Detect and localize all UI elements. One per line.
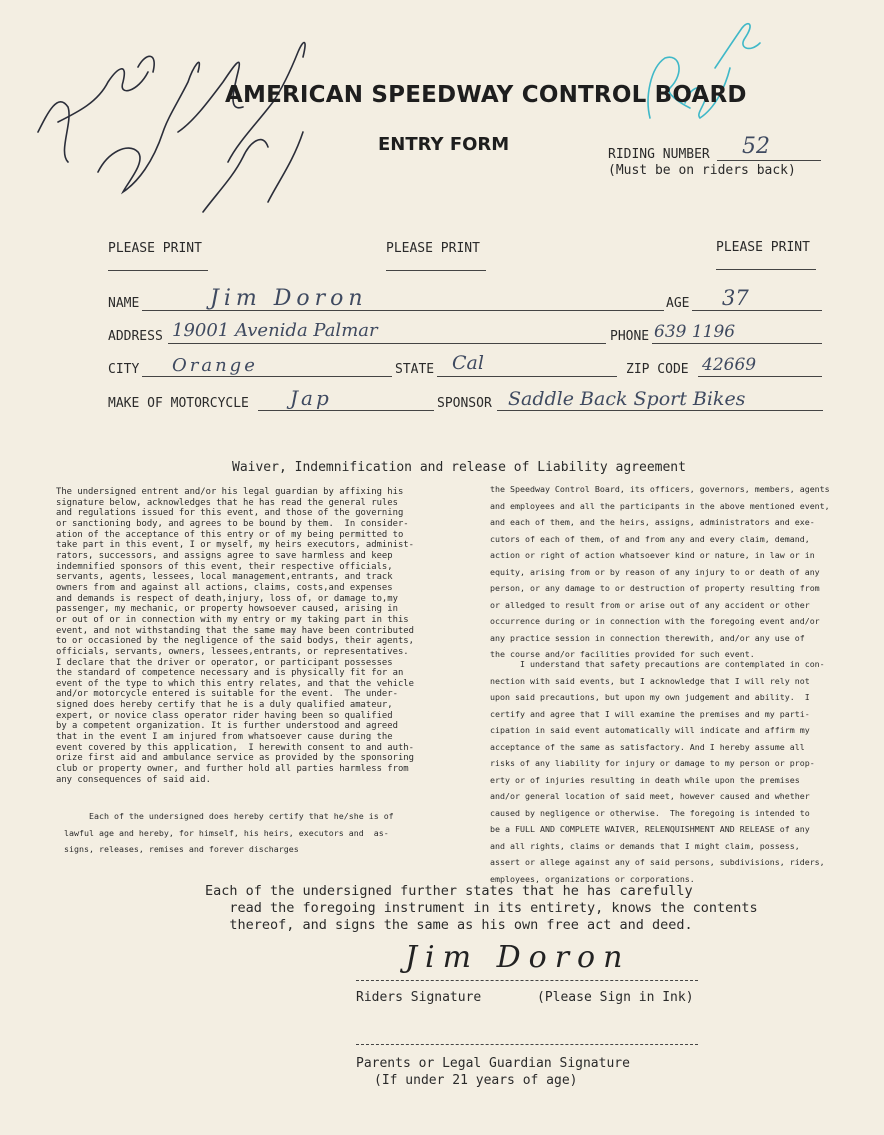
age-line [692, 310, 822, 311]
riding-number-note: (Must be on riders back) [608, 163, 796, 178]
guardian-signature-label: Parents or Legal Guardian Signature [356, 1056, 630, 1071]
make-value[interactable]: Jap [290, 386, 332, 410]
waiver-right-paragraph-1: the Speedway Control Board, its officers, governors, members, agents and employees and all the participants in the above mentioned event, and each of them, and the heirs, assigns, administrators and exe- cutors of each of them, of and from any and every claim, demand, action or right of action whatsoever kind or nature, in law or in equity, arising from or by reason of any injury to or death of any person, or any damage to or destruction of property resulting from or alledged to result from or arise out of any accident or other occurrence during or in connection with the foregoing event and/or any practice session in connection therewith, and/or any use of the course and/or facilities provided for such event. [490, 484, 830, 659]
state-line [437, 376, 617, 377]
age-label: AGE [666, 296, 690, 311]
phone-line [652, 343, 822, 344]
phone-label: PHONE [610, 329, 650, 344]
address-value[interactable]: 19001 Avenida Palmar [172, 320, 378, 341]
riding-number-label: RIDING NUMBER [608, 147, 710, 162]
rider-signature-line [356, 980, 698, 981]
please-print-2: PLEASE PRINT [386, 241, 480, 256]
waiver-left-paragraph: The undersigned entrent and/or his legal guardian by affixing his signature below, acknowledges that he has read the general rules and regulations issued for this event, and those of the governing or sanctioning body, and agrees to be bound by them. In consider- ation of the acceptance of this entry or of my being permitted to take part in this event, I or myself, my heirs executors, administ- rators, successors, and assigns agree to save harmless and keep indemnified sponsors of this event, their respective officials, servants, agents, lessees, local management,entrants, and track owners from and against all actions, claims, costs,and expenses and demands is respect of death,injury, loss of, or damage to,my passenger, my mechanic, or property howsoever caused, arising in or out of or in connection with my entry or my taking part in this event, and not withstanding that the same may have been contributed to or occasioned by the negligence of the said bodys, their agents, officials, servants, owners, lessees,entrants, or representatives. I declare that the driver or operator, or participant possesses the standard of competence necessary and is physically fit for an event of the type to which this entry relates, and that the vehicle and/or motorcycle entered is suitable for the event. The under- signed does hereby certify that he is a duly qualified amateur, expert, or novice class operator rider having been so qualified by a competent organization. It is further understood and agreed that in the event I am injured from whatsoever cause during the event covered by this application, I herewith consent to and auth- orize first aid and ambulance service as provided by the sponsoring club or property owner, and further hold all parties harmless from any consequences of said aid. [56, 487, 414, 785]
waiver-right-paragraph-2: I understand that safety precautions are contemplated in con- nection with said events, but I acknowledge that I will rely not upon said precautions, but upon my own judgement and ability. I certify and agree that I will examine the premises and my parti- cipation in said event automatically will indicate and affirm my acceptance of the same as satisfactory. And I hereby assume all risks of any liability for injury or damage to my person or prop- erty or of injuries resulting in death while upon the premises and/or general location of said meet, however caused and whether caused by negligence or otherwise. The foregoing is intended to be a FULL AND COMPLETE WAIVER, RELENQUISHMENT AND RELEASE of any and all rights, claims or demands that I might claim, possess, assert or allege against any of said persons, subdivisions, riders, employees, organizations or corporations. [490, 659, 825, 884]
name-value[interactable]: Jim Doron [210, 286, 368, 311]
make-label: MAKE OF MOTORCYCLE [108, 396, 249, 411]
zip-line [698, 376, 822, 377]
zip-value[interactable]: 42669 [702, 355, 757, 375]
name-label: NAME [108, 296, 140, 311]
city-label: CITY [108, 362, 140, 377]
please-print-3-line [716, 269, 816, 270]
state-label: STATE [395, 362, 435, 377]
make-line [258, 410, 434, 411]
please-print-2-line [386, 270, 486, 271]
phone-value[interactable]: 639 1196 [654, 322, 736, 342]
guardian-age-note: (If under 21 years of age) [374, 1073, 578, 1088]
sponsor-label: SPONSOR [437, 396, 492, 411]
address-label: ADDRESS [108, 329, 163, 344]
closing-statement: Each of the undersigned further states that he has carefully read the foregoing instrument in its entirety, knows the contents thereof, and signs the same as his own free act and deed. [205, 883, 758, 933]
sponsor-value[interactable]: Saddle Back Sport Bikes [508, 388, 746, 410]
rider-signature-value[interactable]: Jim Doron [405, 940, 631, 975]
city-line [142, 376, 392, 377]
riding-number-line [717, 160, 821, 161]
age-value[interactable]: 37 [722, 286, 749, 310]
waiver-left-certify: Each of the undersigned does hereby certify that he/she is of lawful age and hereby, for himself, his heirs, executors and as- signs, releases, remises and forever discharges [64, 811, 394, 854]
address-line [168, 343, 606, 344]
form-title: AMERICAN SPEEDWAY CONTROL BOARD [225, 82, 747, 108]
riding-number-value[interactable]: 52 [742, 134, 770, 159]
waiver-heading: Waiver, Indemnification and release of Liability agreement [232, 460, 686, 475]
riders-signature-label: Riders Signature [356, 990, 482, 1005]
please-print-1-line [108, 270, 208, 271]
please-print-1: PLEASE PRINT [108, 241, 202, 256]
state-value[interactable]: Cal [452, 352, 484, 374]
autograph-left [28, 12, 328, 252]
sponsor-line [497, 410, 823, 411]
zip-label: ZIP CODE [626, 362, 689, 377]
form-subtitle: ENTRY FORM [378, 134, 510, 155]
sign-in-ink-note: (Please Sign in Ink) [537, 990, 694, 1005]
please-print-3: PLEASE PRINT [716, 240, 810, 255]
guardian-signature-line[interactable] [356, 1044, 698, 1045]
city-value[interactable]: Orange [172, 355, 258, 376]
autograph-right [630, 8, 780, 138]
